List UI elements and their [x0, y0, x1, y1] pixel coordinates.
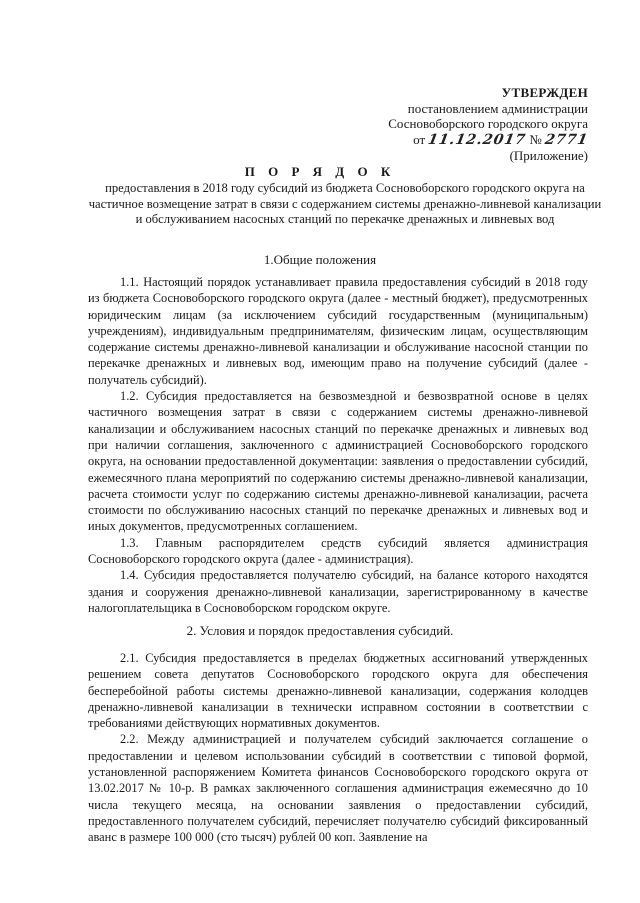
document-title: П О Р Я Д О К [244, 164, 396, 179]
paragraph-1-3: 1.3. Главным распорядителем средств субсидий является администрация Сосновоборского городского округа (далее - администрация). [88, 535, 588, 567]
section-2-body [88, 650, 588, 846]
paragraph-1-2: 1.2. Субсидия предоставляется на безвозмездной и безвозвратной основе в целях частичного возмещения затрат в связи с содержанием системы дренажно-ливневой канализации и обслуживанием насосных станций по перекачке дренажных и ливневых вод при наличии соглашения, заключенного с администрацией Сосновоборского городского округа, на основании предоставленной документации: заявления о предоставлении субсидий, ежемесячного плана мероприятий по содержанию системы дренажно-ливневой канализации, расчета стоимости услуг по содержанию системы дренажно-ливневой канализации, расчета стоимости по обслуживанию насосных станций по перекачке дренажных и ливневых вод и иных документов, предусмотренных соглашением. [88, 389, 588, 534]
approval-title: УТВЕРЖДЕН [501, 85, 588, 100]
approval-line-2: Сосновоборского городского округа [388, 116, 588, 131]
paragraph-1-4: 1.4. Субсидия предоставляется получателю субсидий, на балансе которого находятся здания и сооружения дренажно-ливневой канализации, зарегистрированному в качестве налогоплательщика в Сосновоборском городском округе. [88, 568, 588, 615]
approval-date-number [338, 132, 588, 149]
section-1-heading: 1.Общие положения [263, 252, 377, 267]
appendix-label: (Приложение) [509, 148, 588, 163]
handwritten-date: 11.12.2017 [427, 131, 528, 148]
number-prefix: № [529, 131, 542, 147]
section-1-body [88, 274, 588, 616]
document-subtitle: предоставления в 2018 году субсидий из бюджета Сосновоборского городского округа на частичное возмещение затрат в связи с содержанием системы дренажно-ливневой канализации и обслуживанием насосных станций по перекачке дренажных и ливневых вод [88, 181, 602, 226]
paragraph-2-1: 2.1. Субсидия предоставляется в пределах бюджетных ассигнований утвержденных решением совета депутатов Сосновоборского городского округа для обеспечения бесперебойной работы системы дренажно-ливневой канализации, содержания колодцев дренажно-ливневой канализации в технически исправном состоянии в соответствии с требованиями действующих нормативных документов. [88, 651, 588, 731]
approval-line-1: постановлением администрации [407, 100, 588, 116]
paragraph-1-1: 1.1. Настоящий порядок устанавливает правила предоставления субсидий в 2018 году из бюджета Сосновоборского городского округа (далее - местный бюджет), предусмотренных юридическим лицам (за исключением субсидий государственным (муниципальным) учреждениям), индивидуальным предпринимателям, физическим лицам, осуществляющим содержание системы дренажно-ливневой канализации и обслуживание насосной станции по перекачке дренажных и ливневых вод, имеющим право на получение субсидий (далее - получатель субсидий). [88, 275, 588, 387]
paragraph-2-2: 2.2. Между администрацией и получателем субсидий заключается соглашение о предоставлении и целевом использовании субсидий в соответствии с типовой формой, установленной распоряжением Комитета финансов Сосновоборского городского округа от 13.02.2017 № 10-р. В рамках заключенного соглашения администрация ежемесячно до 10 числа текущего месяца, на основании заявления о предоставлении субсидий, предоставленного получателем субсидий, перечисляет получателю субсидий фиксированный аванс в размере 100 000 (сто тысяч) рублей 00 коп. Заявление на [88, 732, 588, 845]
approval-block [338, 85, 588, 164]
section-2-heading: 2. Условия и порядок предоставления субсидий. [186, 623, 454, 638]
date-prefix: от [413, 131, 426, 147]
handwritten-number: 2771 [543, 131, 590, 148]
